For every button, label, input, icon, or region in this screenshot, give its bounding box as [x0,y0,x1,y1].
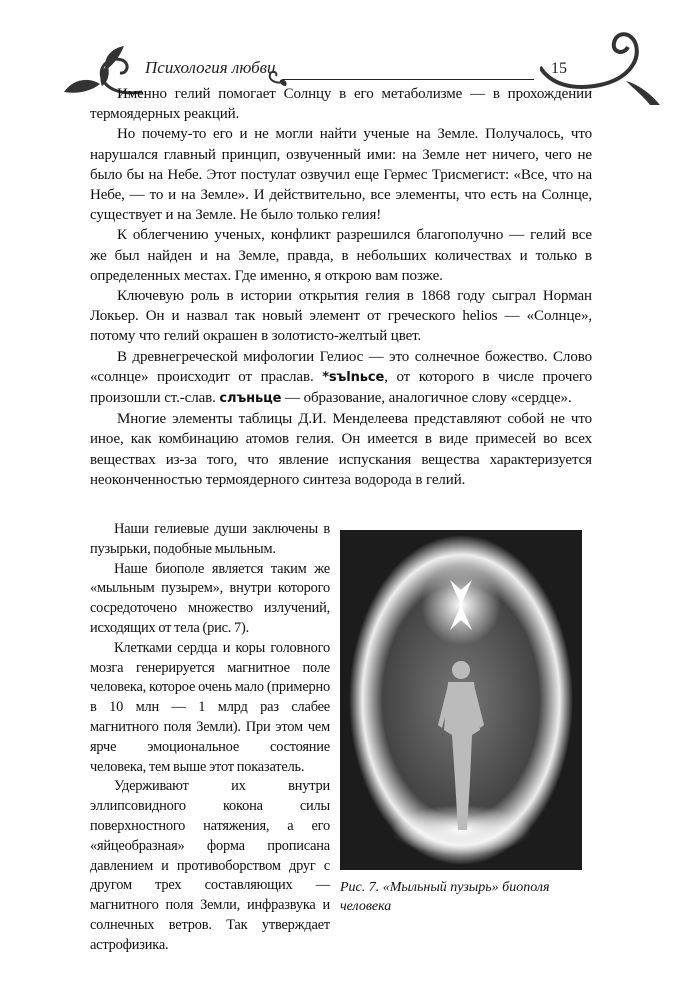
paragraph: Наше биополе является таким же «мыльным пузырем», внутри которого сосредоточено множество излучений, исходящих от тела (рис. 7). [90,560,330,636]
paragraph-mythology [90,347,592,410]
paragraph: Но почему-то его и не могли найти ученые на Земле. Получалось, что нарушался главный принцип, озвученный ими: на Земле нет ничего, чего не было бы на Небе. Этот постулат озвучил еще Гермес Трисмегист: «Все, что на Небе, — то и на Земле». И действительно, все элементы, что есть на Солнце, существует и на Земле. Не было только гелия! [90,126,592,224]
text: , от которого в числе прочего произошли ст.-слав. [90,368,593,407]
old-slavonic-word: слъньце [219,391,282,407]
figure-biofield-image [340,530,582,870]
header-rule [282,79,534,80]
figure-caption: Рис. 7. «Мыльный пузырь» биополя человека [340,880,550,914]
running-title: Психология любви [145,58,276,77]
paragraph: Клетками сердца и коры головного мозга генерируется магнитное поле человека, которое очень мало (примерно в 10 млн — 1 млрд раз слабее магнитного поля Земли). При этом чем ярче эмоциональное состояние человека, тем выше этот показатель. [90,639,330,775]
text: В древнегреческой мифологии Гелиос — это солнечное божество. Слово «солнце» происходит от праслав. [90,348,592,385]
protoslavic-word: *sъlnьce [322,369,385,385]
main-text [90,84,592,490]
left-column-text [90,520,330,956]
paragraph: Многие элементы таблицы Д.И. Менделеева представляют собой не что иное, как комбинацию атомов гелия. Он имеется в виде примесей во всех веществах из-за того, что явление испускания вещества характеризуется неоконченностью термоядерного синтеза водорода в гелий. [90,411,592,488]
paragraph: Наши гелиевые души заключены в пузырьки, подобные мыльным. [90,521,330,557]
page-number: 15 [551,60,567,77]
biofield-illustration [340,530,582,870]
paragraph: Именно гелий помогает Солнцу в его метаболизме — в прохождении термоядерных реакций. [90,86,592,123]
text: — образование, аналогичное слову «сердце». [281,390,572,407]
paragraph: Удерживают их внутри эллипсовидного кокона силы поверхностного натяжения, а его «яйцеобразная» форма прописана давлением и противоборством друг с другом трех составляющих — магнитного поля Земли, инфразвука и солнечных ветров. Так утверждает астрофизика. [90,778,330,953]
paragraph: Ключевую роль в истории открытия гелия в 1868 году сыграл Норман Локьер. Он и назвал так новый элемент от греческого helios — «Солнце», потому что гелий окрашен в золотисто-желтый цвет. [90,288,592,345]
paragraph: К облегчению ученых, конфликт разрешился благополучно — гелий все же был найден и на Земле, правда, в небольших количествах и только в определенных местах. Где именно, я открою вам позже. [90,227,592,284]
